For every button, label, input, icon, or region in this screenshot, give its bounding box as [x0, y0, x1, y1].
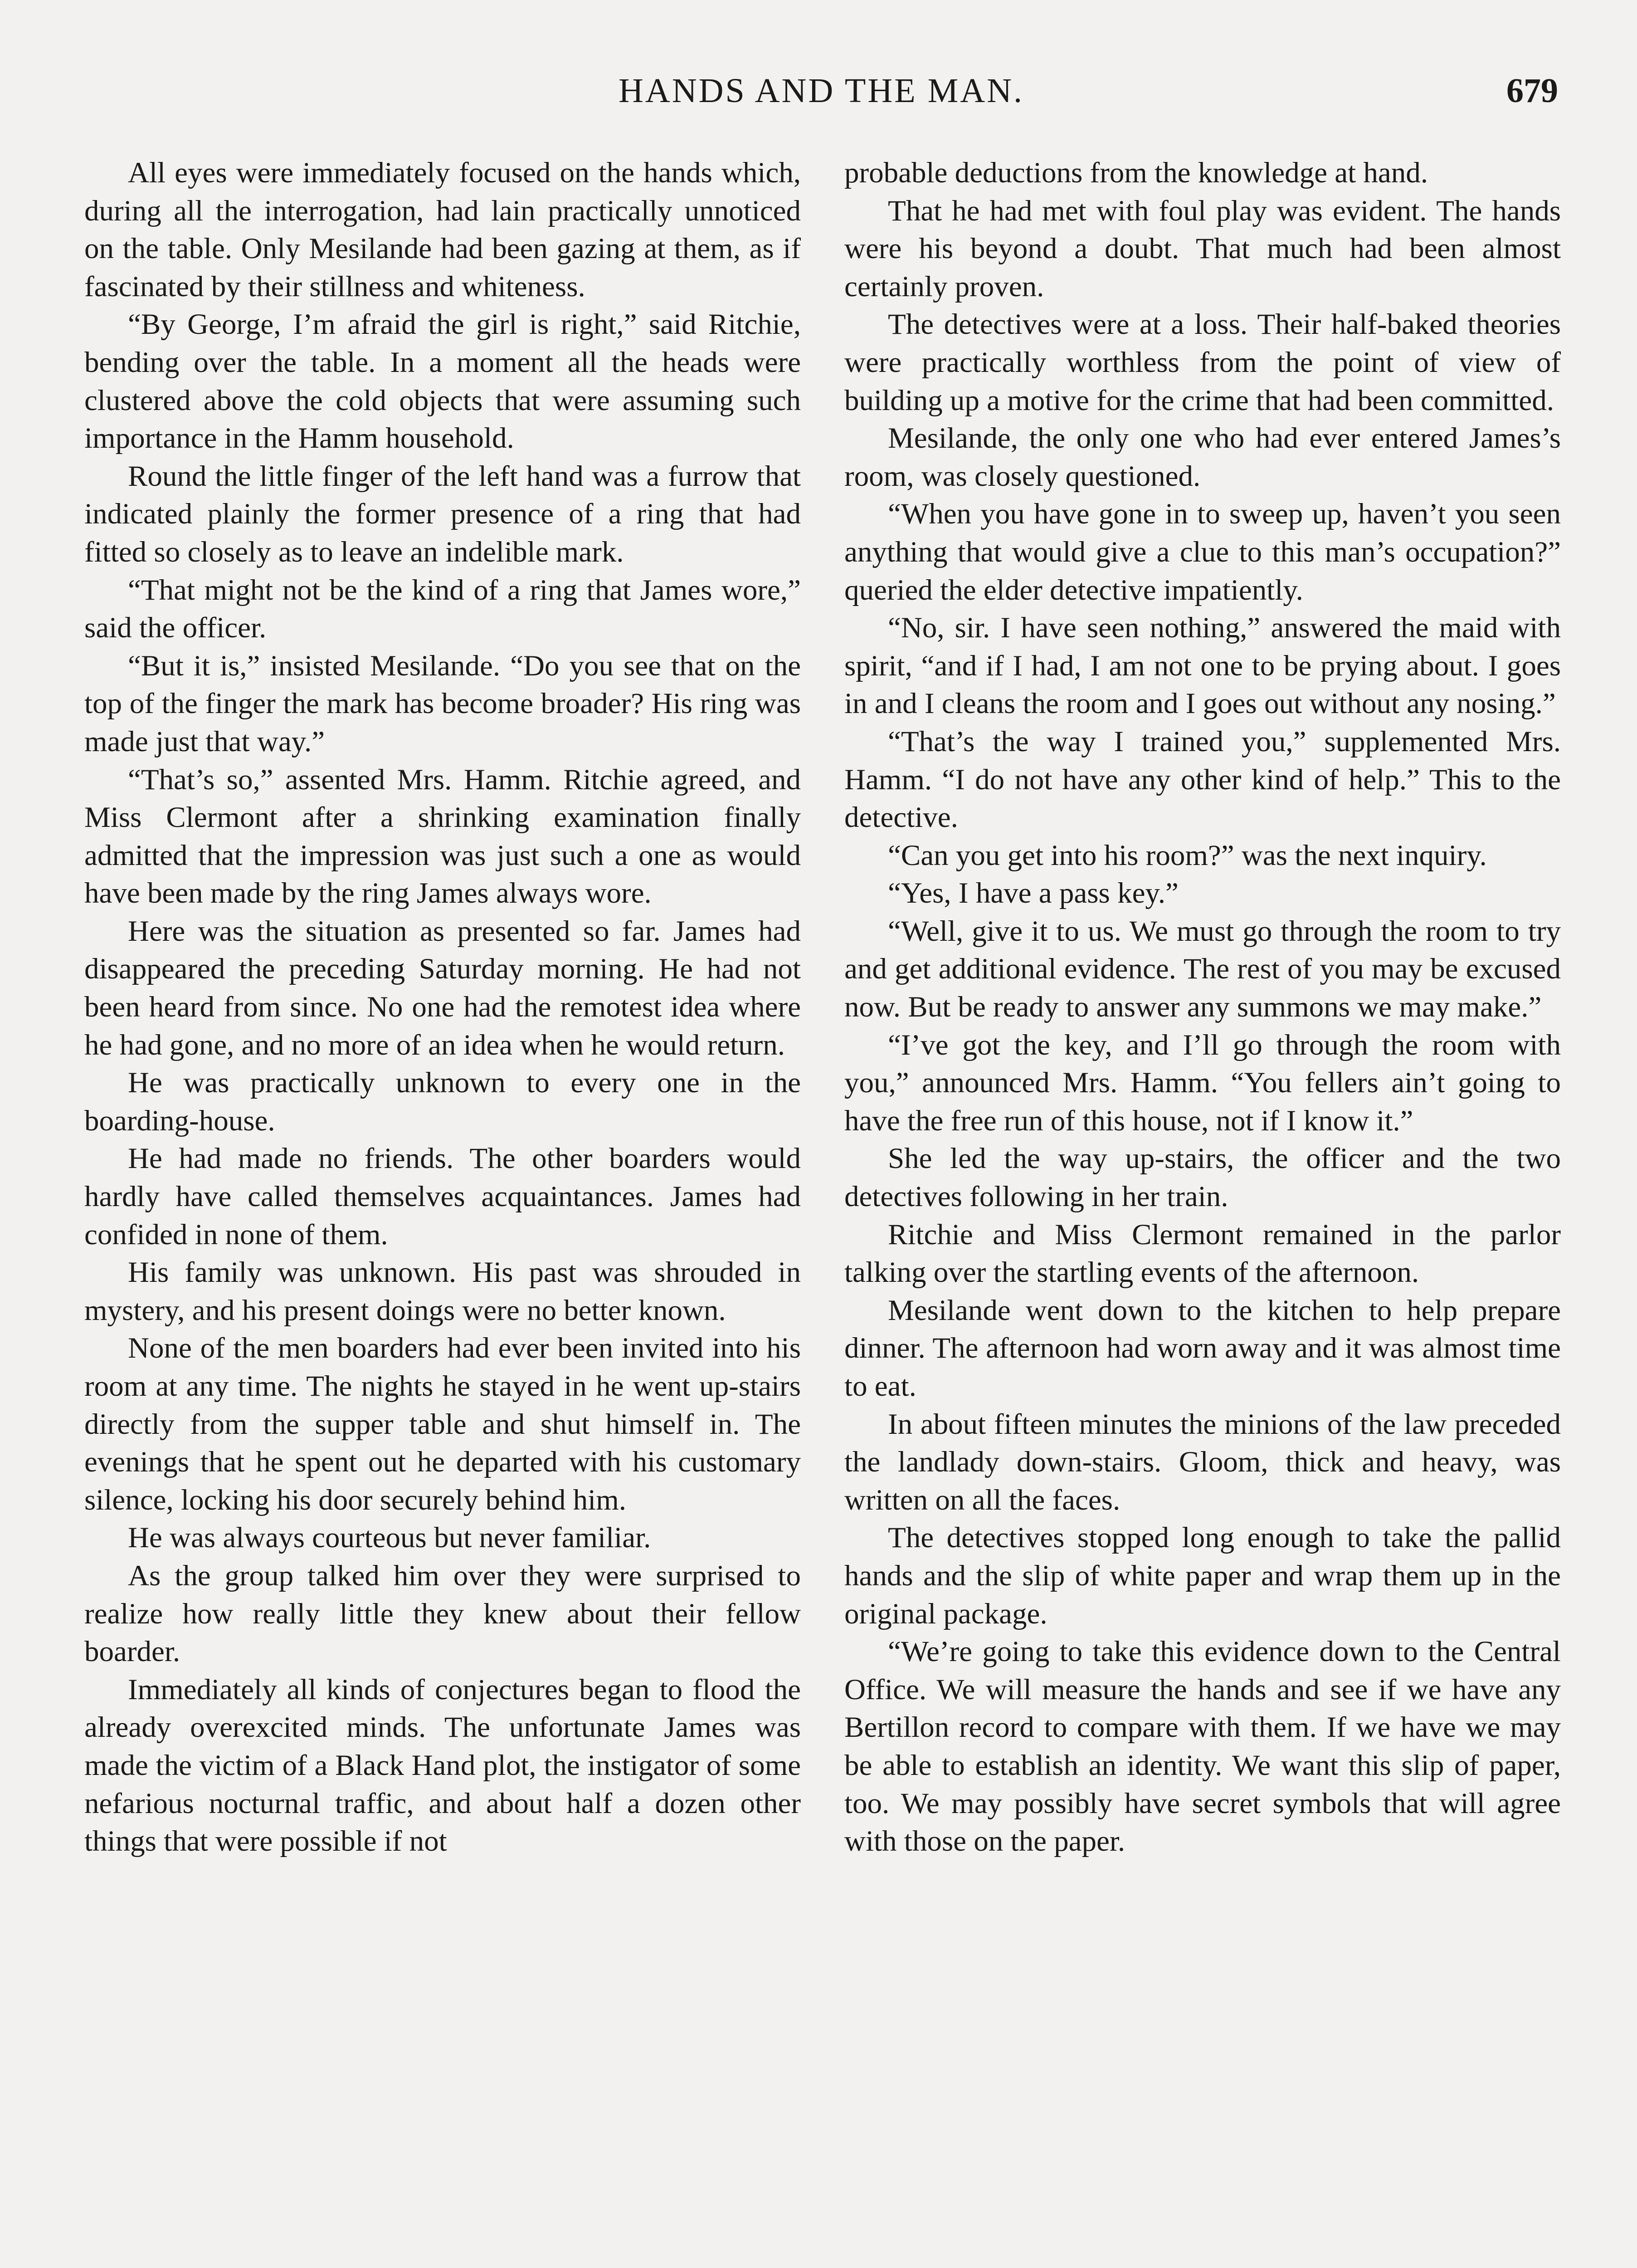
paragraph: Immediately all kinds of conjectures began to flood the already overexcited minds. The unfortunate James was made the victim of a Black Hand plot, the instigator of some nefarious nocturnal traffic, and about half a dozen other things that were possible if not	[84, 1673, 801, 1858]
paragraph: All eyes were immediately focused on the hands which, during all the interrogation, had lain practically unnoticed on the table. Only Mesilande had been gazing at them, as if fascinated by their stillness and whiteness.	[84, 156, 801, 303]
paragraph: He was always courteous but never familiar.	[128, 1521, 651, 1554]
page-number: 679	[1506, 72, 1558, 110]
paragraph: Mesilande went down to the kitchen to help prepare dinner. The afternoon had worn away and it was almost time to eat.	[844, 1294, 1561, 1403]
paragraph: None of the men boarders had ever been invited into his room at any time. The nights he stayed in he went up-stairs directly from the supper table and shut himself in. The evenings that he spent out he departed with his customary silence, locking his door securely behind him.	[84, 1332, 801, 1516]
paragraph: “I’ve got the key, and I’ll go through the room with you,” announced Mrs. Hamm. “You fellers ain’t going to have the free run of this house, not if I know it.”	[844, 1028, 1561, 1137]
paragraph: “Yes, I have a pass key.”	[888, 877, 1179, 910]
paragraph: “Can you get into his room?” was the next inquiry.	[888, 839, 1487, 872]
left-column	[84, 154, 801, 1861]
paragraph: “We’re going to take this evidence down to the Central Office. We will measure the hands and see if we have any Bertillon record to compare with them. If we have we may be able to establish an identity. We want this slip of paper, too. We may possibly have secret symbols that will agree with those on the paper.	[844, 1635, 1561, 1858]
paragraph: “But it is,” insisted Mesilande. “Do you see that on the top of the finger the mark has become broader? His ring was made just that way.”	[84, 649, 801, 758]
paragraph: “Well, give it to us. We must go through the room to try and get additional evidence. The rest of you may be excused now. But be ready to answer any summons we may make.”	[844, 914, 1561, 1024]
page-header	[84, 68, 1558, 122]
paragraph: The detectives stopped long enough to take the pallid hands and the slip of white paper and wrap them up in the original package.	[844, 1521, 1561, 1630]
paragraph: That he had met with foul play was evident. The hands were his beyond a doubt. That much had been almost certainly proven.	[844, 194, 1561, 303]
paragraph: “That’s the way I trained you,” supplemented Mrs. Hamm. “I do not have any other kind of help.” This to the detective.	[844, 725, 1561, 834]
paragraph: As the group talked him over they were surprised to realize how really little they knew about their fellow boarder.	[84, 1559, 801, 1668]
paragraph: Here was the situation as presented so far. James had disappeared the preceding Saturday morning. He had not been heard from since. No one had the remotest idea where he had gone, and no more of an idea when he would return.	[84, 914, 801, 1061]
paragraph: “That might not be the kind of a ring that James wore,” said the officer.	[84, 573, 801, 645]
paragraph-continuation: probable deductions from the knowledge at hand.	[844, 156, 1428, 189]
paragraph: “No, sir. I have seen nothing,” answered the maid with spirit, “and if I had, I am not one to be prying about. I goes in and I cleans the room and I goes out without any nosing.”	[844, 611, 1561, 720]
paragraph: In about fifteen minutes the minions of the law preceded the landlady down-stairs. Gloom, thick and heavy, was written on all the faces.	[844, 1408, 1561, 1516]
paragraph: Ritchie and Miss Clermont remained in the parlor talking over the startling events of the afternoon.	[844, 1218, 1561, 1289]
paragraph: “When you have gone in to sweep up, haven’t you seen anything that would give a clue to this man’s occupation?” queried the elder detective impatiently.	[844, 498, 1561, 606]
paragraph: “By George, I’m afraid the girl is right,” said Ritchie, bending over the table. In a moment all the heads were clustered above the cold objects that were assuming such importance in the Hamm household.	[84, 308, 801, 455]
paragraph: She led the way up-stairs, the officer and the two detectives following in her train.	[844, 1142, 1561, 1213]
paragraph: The detectives were at a loss. Their half-baked theories were practically worthless from the point of view of building up a motive for the crime that had been committed.	[844, 308, 1561, 417]
paragraph: Round the little finger of the left hand was a furrow that indicated plainly the former presence of a ring that had fitted so closely as to leave an indelible mark.	[84, 459, 801, 568]
paragraph: He was practically unknown to every one in the boarding-house.	[84, 1066, 801, 1137]
paragraph: He had made no friends. The other boarders would hardly have called themselves acquaintances. James had confided in none of them.	[84, 1142, 801, 1251]
paragraph: His family was unknown. His past was shrouded in mystery, and his present doings were no better known.	[84, 1256, 801, 1327]
running-head: HANDS AND THE MAN.	[619, 72, 1024, 110]
right-column	[844, 154, 1561, 1861]
paragraph: Mesilande, the only one who had ever entered James’s room, was closely questioned.	[844, 422, 1561, 493]
paragraph: “That’s so,” assented Mrs. Hamm. Ritchie agreed, and Miss Clermont after a shrinking examination finally admitted that the impression was just such a one as would have been made by the ring James always wore.	[84, 763, 801, 910]
